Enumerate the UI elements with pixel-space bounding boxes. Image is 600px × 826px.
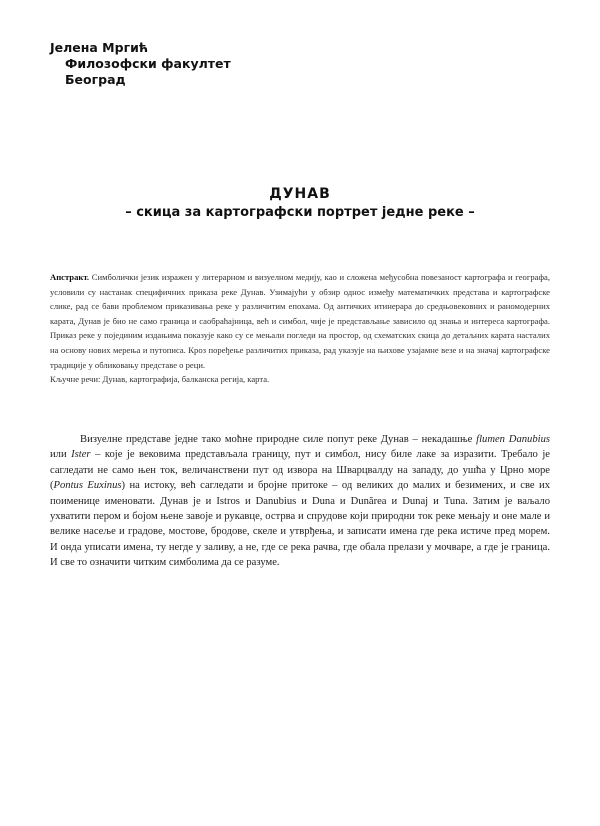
keywords-label: Кључне речи:	[50, 374, 101, 385]
abstract-text: Симболички језик изражен у литерарном и визуелном медију, као и сложена међусобна повезаност картографа и географа, условили су настанак специфичних приказа реке Дунав. Узимајући у обзир однос између математичких представа и картографске слике, рад се бави проблемом приказивања реке у различитим епохама. Од античких итинерара до средњовековних и раномодерних карата, Дунав је био не само граница и саобраћајница, већ и симбол, чије је представљање зависило од знања и интереса картографа. Приказ реке у појединим издањима показује како су се мењали погледи на простор, од схематских скица до детаљних карата насталих на основу нових мерења и путописа. Кроз поређење различитих приказа, рад указује на њихове узајамне везе и на значај картографске традиције у обликовању представе о реци.	[50, 272, 550, 370]
abstract-block	[50, 270, 550, 387]
abstract-label: Апстракт.	[50, 272, 90, 282]
body-lead: Визуелне представе једне тако моћне природне силе попут реке Дунав – некадашње	[80, 434, 473, 445]
keywords-text: Дунав, картографија, балканска регија, карта.	[102, 374, 270, 385]
article-title	[0, 184, 600, 222]
body-rest-1: – које је вековима представљала границу, пут и симбол, нису биле лаке за изразити. Требало је сагледати не само њен ток, величанствени пут од извора на Шварцвалду на западу, до ушћа у Црно море (	[50, 449, 550, 492]
body-italic-1: flumen Danubius	[476, 434, 550, 445]
author-faculty: Филозофски факултет	[65, 56, 231, 71]
body-mid-1: или	[50, 449, 67, 461]
title-main: ДУНАВ	[269, 186, 331, 202]
title-subtitle: – скица за картографски портрет једне реке –	[125, 205, 475, 220]
author-city: Београд	[65, 72, 126, 87]
body-text	[50, 432, 550, 571]
author-name: Јелена Мргић	[50, 40, 149, 55]
abstract-paragraph	[50, 270, 550, 372]
body-paragraph	[50, 432, 550, 571]
keywords-line	[50, 372, 550, 387]
body-italic-2: Ister	[71, 449, 91, 461]
body-italic-3: Pontus Euxinus	[53, 480, 122, 492]
author-block	[50, 40, 310, 88]
body-rest-2: ) на истоку, већ сагледати и бројне притоке – од великих до малих и безимених, и све их поименице именовати. Дунав је и Istros и Danubius и Duna и Dunărea и Dunaj и Tuna. Затим је ваљало ухватити пером и бојом њене завоје и рукавце, острва и спрудове који природни ток реке мењају и оне мале и велике насеље и градове, мостове, бродове, скеле и утврђења, и записати имена где река истиче пред морем. И онда уписати имена, ту негде у заливу, а не, где се река рачва, где обала прелази у мочваре, а где је граница. И све то означити читким симболима да се разуме.	[50, 480, 550, 569]
